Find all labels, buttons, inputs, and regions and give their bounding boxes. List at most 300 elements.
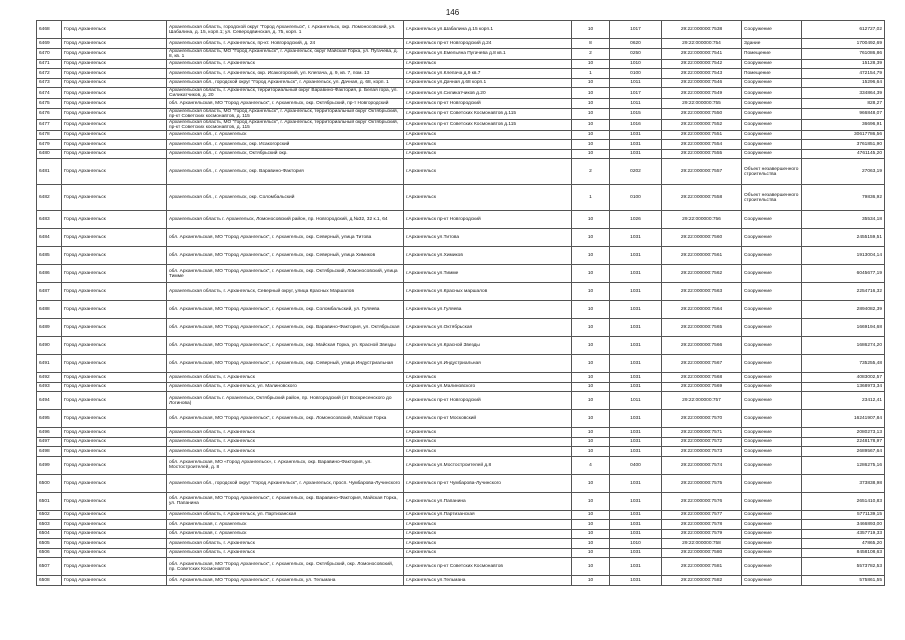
kind-code-cell: 0100 bbox=[610, 185, 662, 211]
municipality-cell: Город Архангельск bbox=[62, 301, 167, 319]
cadastral-number-cell: 29:22:000000:7557 bbox=[662, 159, 742, 185]
code-cell: 10 bbox=[572, 382, 610, 392]
short-address-cell: г.Архангельск ул.Папанина bbox=[404, 492, 572, 510]
short-address-cell: г.Архангельск пр-кт Новгородский bbox=[404, 211, 572, 229]
full-address-cell: Архангельская область, МО "Город Архангельск", г. Архангельск, территориальный округ Октябрьский, пр-кт Советских космонавтов, д. 115 bbox=[167, 108, 404, 119]
table-row bbox=[37, 119, 885, 130]
registry-rows bbox=[37, 21, 885, 586]
table-row bbox=[37, 510, 885, 520]
short-address-cell: г.Архангельск пр-кт Советских Космонавтов bbox=[404, 558, 572, 576]
table-row bbox=[37, 520, 885, 530]
cadastral-number-cell: 29:22:000000:7551 bbox=[662, 130, 742, 140]
cadastral-value-cell: 334864,39 bbox=[802, 88, 885, 99]
full-address-cell: Архангельская область, г. Архангельск, ул. Партизанская bbox=[167, 510, 404, 520]
row-number: 6474 bbox=[37, 88, 62, 99]
full-address-cell: Архангельская область, г. Архангельск, окр. Исакогорский, ул. Клепача, д. 9, кв. 7, пом. 13 bbox=[167, 69, 404, 79]
municipality-cell: Город Архангельск bbox=[62, 48, 167, 59]
cadastral-value-cell: 30617786,56 bbox=[802, 130, 885, 140]
municipality-cell: Город Архангельск bbox=[62, 78, 167, 88]
object-type-cell: Сооружение bbox=[742, 576, 802, 586]
row-number: 6471 bbox=[37, 59, 62, 69]
cadastral-value-cell: 2651410,83 bbox=[802, 492, 885, 510]
registry-table bbox=[36, 20, 885, 586]
row-number: 6495 bbox=[37, 410, 62, 428]
cadastral-value-cell: 79836,92 bbox=[802, 185, 885, 211]
object-type-cell: Сооружение bbox=[742, 510, 802, 520]
table-row bbox=[37, 211, 885, 229]
object-type-cell: Сооружение bbox=[742, 529, 802, 539]
code-cell: 10 bbox=[572, 21, 610, 39]
full-address-cell: Архангельская область, г. Архангельск bbox=[167, 59, 404, 69]
row-number: 6507 bbox=[37, 558, 62, 576]
full-address-cell: Архангельская обл., городской округ "Город Архангельск", г. Архангельск, просп. Чумбарова-Лучинского bbox=[167, 474, 404, 492]
municipality-cell: Город Архангельск bbox=[62, 108, 167, 119]
object-type-cell: Сооружение bbox=[742, 247, 802, 265]
code-cell: 10 bbox=[572, 520, 610, 530]
short-address-cell: г.Архангельск ул.Октябрьская bbox=[404, 319, 572, 337]
table-row bbox=[37, 69, 885, 79]
code-cell: 10 bbox=[572, 229, 610, 247]
code-cell: 2 bbox=[572, 159, 610, 185]
object-type-cell: Сооружение bbox=[742, 283, 802, 301]
row-number: 6500 bbox=[37, 474, 62, 492]
kind-code-cell: 1031 bbox=[610, 382, 662, 392]
row-number: 6479 bbox=[37, 140, 62, 150]
cadastral-number-cell: 29:22:000000:7576 bbox=[662, 492, 742, 510]
cadastral-value-cell: 966848,07 bbox=[802, 108, 885, 119]
full-address-cell: Архангельская обл., г. Архангельск, окр. Варавино-Фактория bbox=[167, 159, 404, 185]
code-cell: 10 bbox=[572, 474, 610, 492]
short-address-cell: г.Архангельск пр-кт Советских Космонавтов д.115 bbox=[404, 119, 572, 130]
kind-code-cell: 0400 bbox=[610, 456, 662, 474]
table-row bbox=[37, 108, 885, 119]
kind-code-cell: 1031 bbox=[610, 428, 662, 438]
cadastral-number-cell: 29:22:000000:754 bbox=[662, 39, 742, 49]
full-address-cell: Архангельская область, г. Архангельск, ул. Малиновского bbox=[167, 382, 404, 392]
municipality-cell: Город Архангельск bbox=[62, 149, 167, 159]
municipality-cell: Город Архангельск bbox=[62, 428, 167, 438]
municipality-cell: Город Архангельск bbox=[62, 337, 167, 355]
cadastral-value-cell: 575861,55 bbox=[802, 576, 885, 586]
object-type-cell: Здание bbox=[742, 39, 802, 49]
municipality-cell: Город Архангельск bbox=[62, 410, 167, 428]
row-number: 6482 bbox=[37, 185, 62, 211]
object-type-cell: Сооружение bbox=[742, 558, 802, 576]
row-number: 6488 bbox=[37, 301, 62, 319]
short-address-cell: г.Архангельск bbox=[404, 159, 572, 185]
object-type-cell: Сооружение bbox=[742, 447, 802, 457]
cadastral-number-cell: 29:22:000000:7554 bbox=[662, 140, 742, 150]
row-number: 6492 bbox=[37, 373, 62, 383]
short-address-cell: г.Архангельск bbox=[404, 529, 572, 539]
municipality-cell: Город Архангельск bbox=[62, 492, 167, 510]
municipality-cell: Город Архангельск bbox=[62, 539, 167, 549]
cadastral-number-cell: 29:22:000000:7562 bbox=[662, 265, 742, 283]
table-row bbox=[37, 88, 885, 99]
cadastral-value-cell: 735255,48 bbox=[802, 355, 885, 373]
cadastral-value-cell: 16241907,84 bbox=[802, 410, 885, 428]
full-address-cell: Архангельская область, г. Архангельск, территориальный округ Варавино-Фактория, р. Белая гора, ул. Силикатчиков, д. 20 bbox=[167, 88, 404, 99]
cadastral-number-cell: 29:22:000000:7550 bbox=[662, 108, 742, 119]
kind-code-cell: 1031 bbox=[610, 492, 662, 510]
code-cell: 10 bbox=[572, 265, 610, 283]
object-type-cell: Сооружение bbox=[742, 140, 802, 150]
table-row bbox=[37, 301, 885, 319]
cadastral-value-cell: 1686274,20 bbox=[802, 337, 885, 355]
cadastral-number-cell: 29:22:000000:7543 bbox=[662, 69, 742, 79]
object-type-cell: Сооружение bbox=[742, 265, 802, 283]
object-type-cell: Сооружение bbox=[742, 59, 802, 69]
short-address-cell: г.Архангельск пр-кт Московский bbox=[404, 410, 572, 428]
table-row bbox=[37, 529, 885, 539]
municipality-cell: Город Архангельск bbox=[62, 510, 167, 520]
kind-code-cell: 0620 bbox=[610, 39, 662, 49]
full-address-cell: обл. Архангельская, МО "Город Архангельск", г. Архангельск, окр. Северный, улица Титова bbox=[167, 229, 404, 247]
row-number: 6491 bbox=[37, 355, 62, 373]
municipality-cell: Город Архангельск bbox=[62, 185, 167, 211]
full-address-cell: Архангельская область, г. Архангельск bbox=[167, 539, 404, 549]
kind-code-cell: 1015 bbox=[610, 108, 662, 119]
cadastral-value-cell: 6045677,19 bbox=[802, 265, 885, 283]
municipality-cell: Город Архангельск bbox=[62, 558, 167, 576]
code-cell: 10 bbox=[572, 99, 610, 109]
full-address-cell: обл. Архангельская, МО "Город Архангельск", г. Архангельск, окр. Октябрьский, окр. Ломоносовский, пр. Советских Космонавтов bbox=[167, 558, 404, 576]
short-address-cell: г.Архангельск ул.Клепача д.9 кв.7 bbox=[404, 69, 572, 79]
cadastral-value-cell: 2254716,32 bbox=[802, 283, 885, 301]
table-row bbox=[37, 355, 885, 373]
cadastral-number-cell: 29:22:000000:7581 bbox=[662, 558, 742, 576]
cadastral-value-cell: 5573782,53 bbox=[802, 558, 885, 576]
kind-code-cell: 1031 bbox=[610, 229, 662, 247]
code-cell: 10 bbox=[572, 119, 610, 130]
table-row bbox=[37, 437, 885, 447]
municipality-cell: Город Архангельск bbox=[62, 548, 167, 558]
cadastral-number-cell: 29:22:000000:758 bbox=[662, 539, 742, 549]
full-address-cell: Архангельская область г. Архангельск, Ломоносовский район, пр. Новгородский, д.№32, 32 к.1, 64 bbox=[167, 211, 404, 229]
cadastral-value-cell: 2894082,39 bbox=[802, 301, 885, 319]
short-address-cell: г.Архангельск bbox=[404, 59, 572, 69]
object-type-cell: Сооружение bbox=[742, 355, 802, 373]
cadastral-number-cell: 29:22:000000:7552 bbox=[662, 119, 742, 130]
municipality-cell: Город Архангельск bbox=[62, 456, 167, 474]
object-type-cell: Сооружение bbox=[742, 392, 802, 410]
municipality-cell: Город Архангельск bbox=[62, 159, 167, 185]
object-type-cell: Сооружение bbox=[742, 456, 802, 474]
kind-code-cell: 1017 bbox=[610, 21, 662, 39]
object-type-cell: Сооружение bbox=[742, 319, 802, 337]
short-address-cell: г.Архангельск ул.Силикатчиков д.20 bbox=[404, 88, 572, 99]
object-type-cell: Сооружение bbox=[742, 437, 802, 447]
full-address-cell: Архангельская область, г. Архангельск, Северный округ, улица Красных Маршалов bbox=[167, 283, 404, 301]
kind-code-cell: 1031 bbox=[610, 548, 662, 558]
municipality-cell: Город Архангельск bbox=[62, 474, 167, 492]
row-number: 6502 bbox=[37, 510, 62, 520]
cadastral-number-cell: 29:22:000000:7582 bbox=[662, 576, 742, 586]
short-address-cell: г.Архангельск bbox=[404, 447, 572, 457]
cadastral-number-cell: 29:22:000000:7564 bbox=[662, 301, 742, 319]
municipality-cell: Город Архангельск bbox=[62, 247, 167, 265]
cadastral-number-cell: 29:22:000000:7567 bbox=[662, 355, 742, 373]
full-address-cell: обл. Архангельская, МО "Город Архангельск", г. Архангельск, окр. Октябрьский, пр-т Новгородский bbox=[167, 99, 404, 109]
code-cell: 10 bbox=[572, 149, 610, 159]
full-address-cell: обл. Архангельская, МО «Город Архангельск», г. Архангельск, окр. Варавино-Фактория, ул. Мостостроителей, д. 8 bbox=[167, 456, 404, 474]
kind-code-cell: 1011 bbox=[610, 99, 662, 109]
kind-code-cell: 1031 bbox=[610, 337, 662, 355]
full-address-cell: обл. Архангельская, г. Архангельск bbox=[167, 529, 404, 539]
cadastral-number-cell: 29:22:000000:7561 bbox=[662, 247, 742, 265]
table-row bbox=[37, 59, 885, 69]
full-address-cell: Архангельская обл., г. Архангельск bbox=[167, 130, 404, 140]
full-address-cell: Архангельская область, г. Архангельск bbox=[167, 373, 404, 383]
cadastral-number-cell: 29:22:000000:7570 bbox=[662, 410, 742, 428]
cadastral-value-cell: 5771139,15 bbox=[802, 510, 885, 520]
full-address-cell: Архангельская область, г. Архангельск bbox=[167, 437, 404, 447]
object-type-cell: Помещение bbox=[742, 48, 802, 59]
table-row bbox=[37, 373, 885, 383]
row-number: 6503 bbox=[37, 520, 62, 530]
code-cell: 10 bbox=[572, 576, 610, 586]
code-cell: 10 bbox=[572, 108, 610, 119]
short-address-cell: г.Архангельск пр-кт Новгородский bbox=[404, 392, 572, 410]
row-number: 6476 bbox=[37, 108, 62, 119]
table-row bbox=[37, 78, 885, 88]
row-number: 6472 bbox=[37, 69, 62, 79]
cadastral-number-cell: 29:22:000000:7566 bbox=[662, 337, 742, 355]
table-row bbox=[37, 474, 885, 492]
row-number: 6487 bbox=[37, 283, 62, 301]
kind-code-cell: 1031 bbox=[610, 140, 662, 150]
municipality-cell: Город Архангельск bbox=[62, 319, 167, 337]
cadastral-value-cell: 47865,20 bbox=[802, 539, 885, 549]
object-type-cell: Сооружение bbox=[742, 410, 802, 428]
short-address-cell: г.Архангельск ул.Гуляева bbox=[404, 301, 572, 319]
municipality-cell: Город Архангельск bbox=[62, 447, 167, 457]
cadastral-value-cell: 3466893,00 bbox=[802, 520, 885, 530]
object-type-cell: Сооружение bbox=[742, 301, 802, 319]
full-address-cell: обл. Архангельская, МО "Город Архангельск", г. Архангельск, окр. Северный, улица Химиков bbox=[167, 247, 404, 265]
municipality-cell: Город Архангельск bbox=[62, 373, 167, 383]
row-number: 6508 bbox=[37, 576, 62, 586]
object-type-cell: Сооружение bbox=[742, 539, 802, 549]
table-row bbox=[37, 48, 885, 59]
cadastral-value-cell: 8458108,63 bbox=[802, 548, 885, 558]
short-address-cell: г.Архангельск ул.Индустриальная bbox=[404, 355, 572, 373]
cadastral-number-cell: 29:22:000000:7577 bbox=[662, 510, 742, 520]
table-row bbox=[37, 576, 885, 586]
full-address-cell: Архангельская область, городской округ "Город Архангельск", г. Архангельск, окр. Ломоносовский, ул. Шабалина, д. 15, корп.1; ул. Северодвинская, д. 75, корп. 1 bbox=[167, 21, 404, 39]
code-cell: 10 bbox=[572, 211, 610, 229]
cadastral-number-cell: 29:22:000000:7573 bbox=[662, 447, 742, 457]
code-cell: 2 bbox=[572, 48, 610, 59]
row-number: 6489 bbox=[37, 319, 62, 337]
code-cell: 10 bbox=[572, 428, 610, 438]
code-cell: 10 bbox=[572, 392, 610, 410]
kind-code-cell: 1031 bbox=[610, 410, 662, 428]
table-row bbox=[37, 456, 885, 474]
kind-code-cell: 1031 bbox=[610, 529, 662, 539]
code-cell: 10 bbox=[572, 548, 610, 558]
full-address-cell: Архангельская обл., г. Архангельск, окр. Соломбальский bbox=[167, 185, 404, 211]
municipality-cell: Город Архангельск bbox=[62, 59, 167, 69]
cadastral-number-cell: 29:22:000000:7578 bbox=[662, 520, 742, 530]
short-address-cell: г.Архангельск пр-кт Новгородский д.24 bbox=[404, 39, 572, 49]
municipality-cell: Город Архангельск bbox=[62, 39, 167, 49]
object-type-cell: Сооружение bbox=[742, 229, 802, 247]
code-cell: 10 bbox=[572, 283, 610, 301]
municipality-cell: Город Архангельск bbox=[62, 99, 167, 109]
short-address-cell: г.Архангельск bbox=[404, 130, 572, 140]
kind-code-cell: 1031 bbox=[610, 283, 662, 301]
kind-code-cell: 1016 bbox=[610, 119, 662, 130]
code-cell: 10 bbox=[572, 130, 610, 140]
row-number: 6498 bbox=[37, 447, 62, 457]
cadastral-number-cell: 29:22:000000:7579 bbox=[662, 529, 742, 539]
object-type-cell: Сооружение bbox=[742, 130, 802, 140]
cadastral-number-cell: 29:22:000000:756 bbox=[662, 211, 742, 229]
kind-code-cell: 1031 bbox=[610, 130, 662, 140]
kind-code-cell: 1011 bbox=[610, 392, 662, 410]
cadastral-number-cell: 29:22:000000:7560 bbox=[662, 229, 742, 247]
cadastral-value-cell: 2455159,51 bbox=[802, 229, 885, 247]
kind-code-cell: 1031 bbox=[610, 149, 662, 159]
row-number: 6494 bbox=[37, 392, 62, 410]
kind-code-cell: 1031 bbox=[610, 558, 662, 576]
cadastral-value-cell: 3761851,90 bbox=[802, 140, 885, 150]
row-number: 6505 bbox=[37, 539, 62, 549]
cadastral-value-cell: 1913004,14 bbox=[802, 247, 885, 265]
page-number: 146 bbox=[445, 8, 460, 17]
full-address-cell: обл. Архангельская, МО "Город Архангельск", г. Архангельск, окр. Ломоносовский, Майская Горка bbox=[167, 410, 404, 428]
municipality-cell: Город Архангельск bbox=[62, 229, 167, 247]
kind-code-cell: 1031 bbox=[610, 447, 662, 457]
object-type-cell: Сооружение bbox=[742, 21, 802, 39]
full-address-cell: Архангельская область г. Архангельск, Октябрьский район, пр. Новгородский (от Воскресенского до Логинова) bbox=[167, 392, 404, 410]
municipality-cell: Город Архангельск bbox=[62, 576, 167, 586]
table-row bbox=[37, 140, 885, 150]
cadastral-value-cell: 612727,02 bbox=[802, 21, 885, 39]
full-address-cell: обл. Архангельская, МО "Город Архангельск", г. Архангельск, окр. Варавино-Фактория, Майская Горка, ул. Папанина bbox=[167, 492, 404, 510]
short-address-cell: г.Архангельск ул.Дачная д.68 корп.1 bbox=[404, 78, 572, 88]
table-row bbox=[37, 382, 885, 392]
full-address-cell: обл. Архангельская, МО "Город Архангельск", г. Архангельск, окр. Северный, улица Индустриальная bbox=[167, 355, 404, 373]
short-address-cell: г.Архангельск ул.Шабалина д.15 корп.1 bbox=[404, 21, 572, 39]
table-row bbox=[37, 149, 885, 159]
row-number: 6501 bbox=[37, 492, 62, 510]
cadastral-number-cell: 29:22:000000:7563 bbox=[662, 283, 742, 301]
short-address-cell: г.Архангельск ул.Тимме bbox=[404, 265, 572, 283]
municipality-cell: Город Архангельск bbox=[62, 130, 167, 140]
cadastral-value-cell: 4761145,20 bbox=[802, 149, 885, 159]
cadastral-value-cell: 15296,64 bbox=[802, 78, 885, 88]
kind-code-cell: 1026 bbox=[610, 211, 662, 229]
municipality-cell: Город Архангельск bbox=[62, 21, 167, 39]
object-type-cell: Сооружение bbox=[742, 88, 802, 99]
full-address-cell: обл. Архангельская, МО "Город Архангельск", г. Архангельск, ул. Тельмана bbox=[167, 576, 404, 586]
short-address-cell: г.Архангельск пр-кт Новгородский bbox=[404, 99, 572, 109]
table-row bbox=[37, 247, 885, 265]
code-cell: 10 bbox=[572, 319, 610, 337]
row-number: 6486 bbox=[37, 265, 62, 283]
full-address-cell: обл. Архангельская, МО "Город Архангельск", г. Архангельск, окр. Варавино-Фактория, ул. Октябрьская bbox=[167, 319, 404, 337]
cadastral-number-cell: 29:22:000000:7571 bbox=[662, 428, 742, 438]
cadastral-number-cell: 29:22:000000:7546 bbox=[662, 78, 742, 88]
cadastral-value-cell: 2689567,64 bbox=[802, 447, 885, 457]
kind-code-cell: 0202 bbox=[610, 159, 662, 185]
code-cell: 10 bbox=[572, 437, 610, 447]
cadastral-value-cell: 1700492,69 bbox=[802, 39, 885, 49]
code-cell: 10 bbox=[572, 410, 610, 428]
full-address-cell: Архангельская область, г. Архангельск, пр-кт. Новгородский, д. 24 bbox=[167, 39, 404, 49]
kind-code-cell: 1031 bbox=[610, 265, 662, 283]
row-number: 6475 bbox=[37, 99, 62, 109]
code-cell: 10 bbox=[572, 140, 610, 150]
municipality-cell: Город Архангельск bbox=[62, 529, 167, 539]
short-address-cell: г.Архангельск bbox=[404, 373, 572, 383]
object-type-cell: Объект незавершенного строительства bbox=[742, 159, 802, 185]
code-cell: 10 bbox=[572, 558, 610, 576]
row-number: 6504 bbox=[37, 529, 62, 539]
object-type-cell: Сооружение bbox=[742, 428, 802, 438]
table-row bbox=[37, 548, 885, 558]
table-row bbox=[37, 337, 885, 355]
code-cell: 10 bbox=[572, 88, 610, 99]
cadastral-value-cell: 4357719,33 bbox=[802, 529, 885, 539]
cadastral-number-cell: 29:22:000000:7558 bbox=[662, 185, 742, 211]
row-number: 6483 bbox=[37, 211, 62, 229]
short-address-cell: г.Архангельск ул.Малиновского bbox=[404, 382, 572, 392]
full-address-cell: обл. Архангельская, МО "Город Архангельск", г. Архангельск, окр. Майская Горка, ул. Красной Звезды bbox=[167, 337, 404, 355]
object-type-cell: Сооружение bbox=[742, 211, 802, 229]
kind-code-cell: 1031 bbox=[610, 437, 662, 447]
full-address-cell: Архангельская обл., г. Архангельск, Октябрьский окр. bbox=[167, 149, 404, 159]
short-address-cell: г.Архангельск пр-кт Советских Космонавтов д.115 bbox=[404, 108, 572, 119]
short-address-cell: г.Архангельск bbox=[404, 140, 572, 150]
municipality-cell: Город Архангельск bbox=[62, 355, 167, 373]
short-address-cell: г.Архангельск ул.Химиков bbox=[404, 247, 572, 265]
kind-code-cell: 1031 bbox=[610, 576, 662, 586]
table-row bbox=[37, 428, 885, 438]
full-address-cell: Архангельская обл., городской округ "Город Архангельск", г. Архангельск, ул. Дачная, д. 68, корп. 1 bbox=[167, 78, 404, 88]
row-number: 6499 bbox=[37, 456, 62, 474]
row-number: 6496 bbox=[37, 428, 62, 438]
row-number: 6493 bbox=[37, 382, 62, 392]
table-row bbox=[37, 265, 885, 283]
code-cell: 10 bbox=[572, 301, 610, 319]
object-type-cell: Сооружение bbox=[742, 337, 802, 355]
municipality-cell: Город Архангельск bbox=[62, 69, 167, 79]
table-row bbox=[37, 392, 885, 410]
row-number: 6480 bbox=[37, 149, 62, 159]
table-row bbox=[37, 492, 885, 510]
short-address-cell: г.Архангельск ул.Тельмана bbox=[404, 576, 572, 586]
kind-code-cell: 1010 bbox=[610, 59, 662, 69]
row-number: 6485 bbox=[37, 247, 62, 265]
cadastral-value-cell: 373838,98 bbox=[802, 474, 885, 492]
cadastral-value-cell: 27063,19 bbox=[802, 159, 885, 185]
kind-code-cell: 0100 bbox=[610, 69, 662, 79]
object-type-cell: Сооружение bbox=[742, 382, 802, 392]
object-type-cell: Сооружение bbox=[742, 474, 802, 492]
row-number: 6481 bbox=[37, 159, 62, 185]
cadastral-value-cell: 2248178,97 bbox=[802, 437, 885, 447]
table-row bbox=[37, 21, 885, 39]
table-row bbox=[37, 319, 885, 337]
cadastral-number-cell: 29:22:000000:7580 bbox=[662, 548, 742, 558]
kind-code-cell: 1031 bbox=[610, 301, 662, 319]
municipality-cell: Город Архангельск bbox=[62, 119, 167, 130]
kind-code-cell: 1010 bbox=[610, 539, 662, 549]
cadastral-value-cell: 1286275,16 bbox=[802, 456, 885, 474]
